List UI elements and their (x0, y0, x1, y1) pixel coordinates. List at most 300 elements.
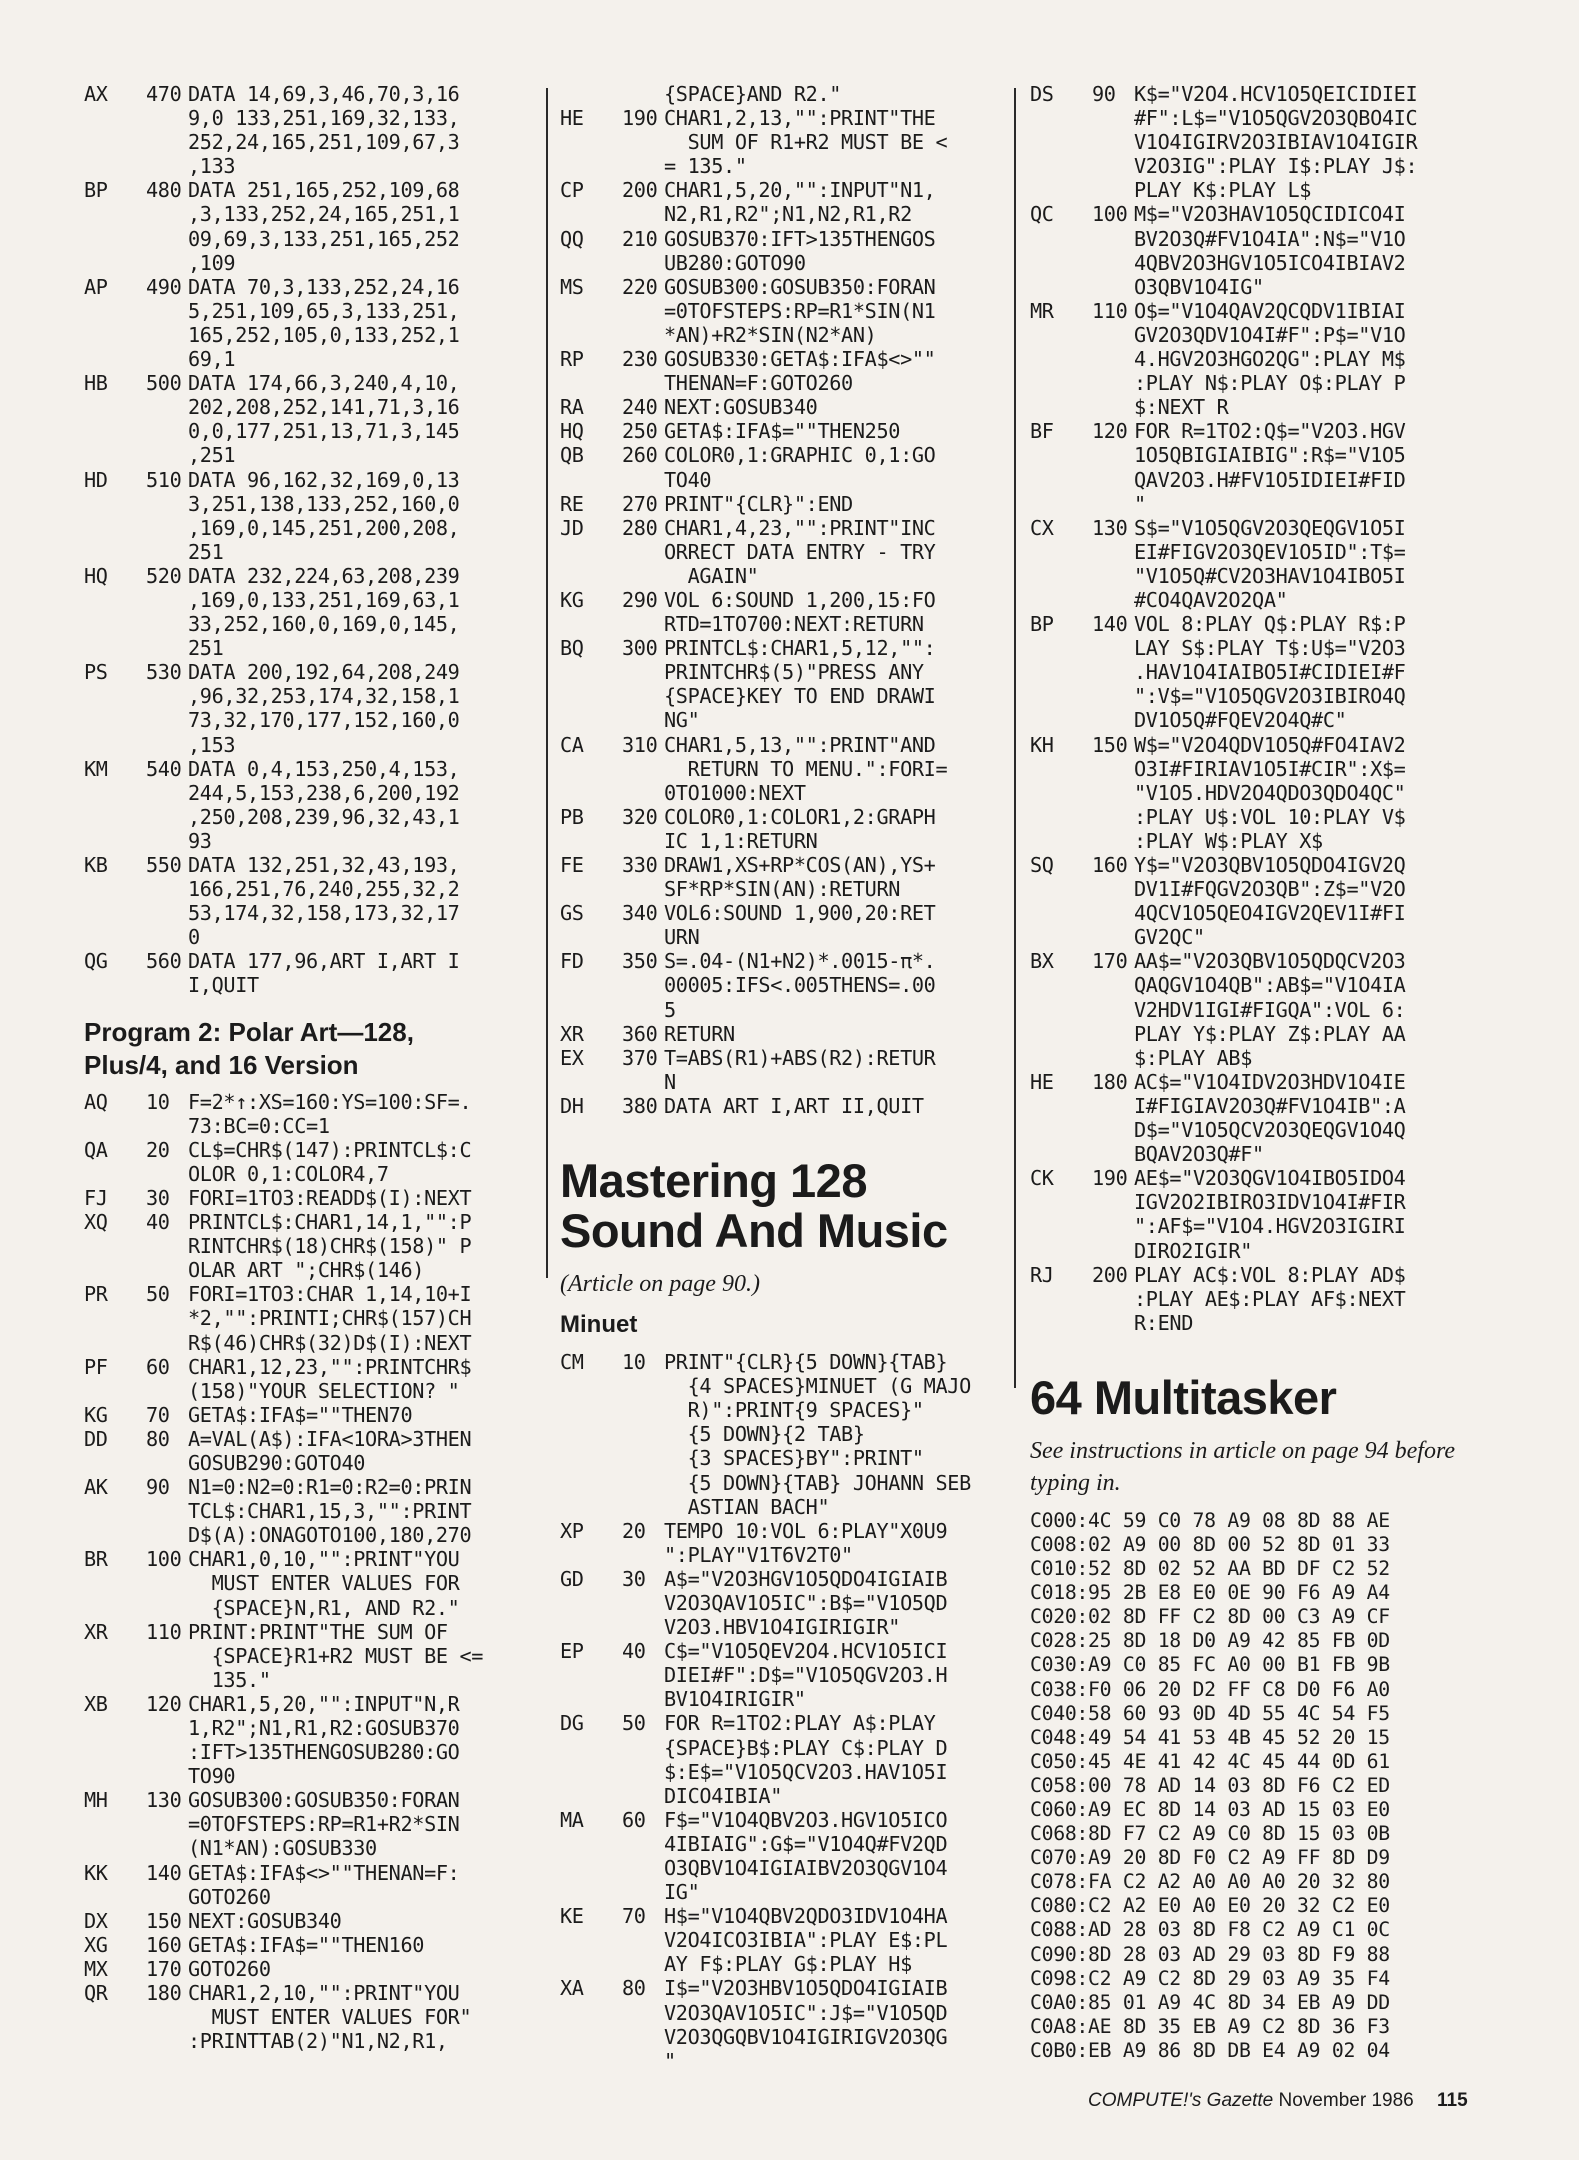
code-line (84, 1788, 536, 1812)
code-line (1030, 925, 1490, 949)
code-line (560, 1350, 1000, 1374)
code-line (84, 1740, 536, 1764)
code-line (84, 82, 536, 106)
code-line (1030, 106, 1490, 130)
code-line (1030, 468, 1490, 492)
code-line (1030, 347, 1490, 371)
code-line (560, 636, 1000, 660)
checksum (1030, 588, 1092, 612)
checksum (84, 1740, 146, 1764)
line-number (146, 1596, 188, 1620)
checksum: GS (560, 901, 584, 926)
statement: PRINT:PRINT"THE SUM OF (188, 1619, 448, 1644)
checksum (1030, 251, 1092, 275)
code-line (560, 1856, 1000, 1880)
statement: PLAY K$:PLAY L$ (1134, 178, 1312, 203)
code-line (1030, 998, 1490, 1022)
code-line (560, 1687, 1000, 1711)
code-line (1030, 853, 1490, 877)
line-number: 320 (622, 804, 658, 829)
statement: CHAR1,2,13,"":PRINT"THE (664, 106, 936, 131)
code-line (84, 395, 536, 419)
line-number (1092, 684, 1134, 708)
statement: GOSUB300:GOSUB350:FORAN (188, 1788, 460, 1813)
code-line (560, 588, 1000, 612)
statement: PRINTCHR$(5)"PRESS ANY (664, 660, 924, 685)
checksum (560, 1591, 622, 1615)
hex-line: C0A8:AE 8D 35 EB A9 C2 8D 36 F3 (1030, 2014, 1390, 2038)
line-number: 520 (146, 563, 182, 588)
line-number: 40 (146, 1210, 170, 1235)
statement: ,3,133,252,24,165,251,1 (188, 202, 460, 227)
hex-line: C000:4C 59 C0 78 A9 08 8D 88 AE (1030, 1508, 1390, 1532)
hex-line: C020:02 8D FF C2 8D 00 C3 A9 CF (1030, 1605, 1390, 1629)
statement: :PRINTTAB(2)"N1,N2,R1, (188, 2029, 448, 2054)
checksum (1030, 130, 1092, 154)
line-number (146, 708, 188, 732)
checksum: HQ (560, 419, 584, 444)
line-number: 270 (622, 491, 658, 516)
line-number: 510 (146, 467, 182, 492)
code-line (560, 275, 1000, 299)
line-number (146, 612, 188, 636)
checksum (560, 781, 622, 805)
statement: 4QBV2O3HGV1O5ICO4IBIAV2 (1134, 250, 1406, 275)
line-number (146, 733, 188, 757)
code-line (1030, 1094, 1490, 1118)
checksum (560, 1663, 622, 1687)
code-line (560, 347, 1000, 371)
line-number (1092, 829, 1134, 853)
statement: GOSUB290:GOTO40 (188, 1450, 366, 1475)
code-line (560, 733, 1000, 757)
line-number (1092, 1214, 1134, 1238)
code-line (560, 1711, 1000, 1735)
checksum (1030, 781, 1092, 805)
statement: VOL 8:PLAY Q$:PLAY R$:P (1134, 612, 1406, 637)
checksum (1030, 154, 1092, 178)
checksum (84, 395, 146, 419)
checksum (560, 1070, 622, 1094)
code-line (84, 1475, 536, 1499)
statement: OLOR 0,1:COLOR4,7 (188, 1161, 389, 1186)
line-number (1092, 1190, 1134, 1214)
code-line (560, 1639, 1000, 1663)
line-number (622, 684, 664, 708)
code-line (560, 1046, 1000, 1070)
statement: DATA 70,3,133,252,24,16 (188, 274, 460, 299)
line-number: 550 (146, 853, 182, 877)
checksum (1030, 1118, 1092, 1142)
code-line (84, 299, 536, 323)
checksum (560, 299, 622, 323)
checksum: HE (1030, 1069, 1054, 1094)
line-number: 330 (622, 853, 658, 877)
code-line (84, 1234, 536, 1258)
line-number (1092, 275, 1134, 299)
code-line (84, 1764, 536, 1788)
checksum (84, 805, 146, 829)
line-number (622, 1856, 664, 1880)
code-line (560, 684, 1000, 708)
code-line (1030, 636, 1490, 660)
statement: D$="V1O5QCV2O3QEQGV1O4Q (1134, 1118, 1406, 1143)
statement: :PLAY W$:PLAY X$ (1134, 828, 1323, 853)
code-line (560, 1736, 1000, 1760)
statement: ,169,0,133,251,169,63,1 (188, 587, 460, 612)
checksum: KH (1030, 732, 1054, 757)
line-number (622, 1422, 664, 1446)
checksum (1030, 106, 1092, 130)
line-number (146, 347, 188, 371)
code-line (1030, 660, 1490, 684)
line-number: 170 (146, 1956, 182, 1981)
code-line (560, 853, 1000, 877)
line-number: 540 (146, 756, 182, 781)
line-number (1092, 660, 1134, 684)
code-line (84, 468, 536, 492)
line-number (1092, 492, 1134, 516)
statement: {SPACE}N,R1, AND R2." (188, 1595, 460, 1620)
checksum (560, 564, 622, 588)
checksum (84, 1306, 146, 1330)
checksum (560, 540, 622, 564)
code-line (84, 1403, 536, 1427)
statement: 93 (188, 828, 212, 853)
code-line (1030, 371, 1490, 395)
statement: DATA 232,224,63,208,239 (188, 563, 460, 588)
checksum (84, 1596, 146, 1620)
statement: CL$=CHR$(147):PRINTCL$:C (188, 1137, 472, 1162)
code-line (560, 829, 1000, 853)
line-number: 280 (622, 515, 658, 540)
line-number (1092, 371, 1134, 395)
hex-listing-multitasker (1030, 1509, 1490, 2063)
line-number: 90 (1092, 82, 1116, 106)
checksum (84, 1668, 146, 1692)
line-number: 50 (622, 1711, 646, 1736)
statement: Y$="V2O3QBV1O5QDO4IGV2Q (1134, 853, 1406, 877)
code-line (1030, 1142, 1490, 1166)
line-number (1092, 708, 1134, 732)
checksum (84, 106, 146, 130)
line-number (1092, 130, 1134, 154)
checksum (560, 2001, 622, 2025)
checksum (1030, 877, 1092, 901)
line-number (1092, 901, 1134, 925)
statement: 252,24,165,251,109,67,3 (188, 130, 460, 155)
code-line (1030, 82, 1490, 106)
code-line (1030, 1214, 1490, 1238)
code-line (560, 419, 1000, 443)
hex-line: C088:AD 28 03 8D F8 C2 A9 C1 0C (1030, 1918, 1390, 1942)
line-number (146, 1234, 188, 1258)
statement: GOSUB370:IFT>135THENGOS (664, 226, 936, 251)
code-line (84, 781, 536, 805)
code-line (84, 419, 536, 443)
line-number: 230 (622, 347, 658, 372)
line-number (622, 299, 664, 323)
statement: V2HDV1IGI#FIGQA":VOL 6: (1134, 997, 1406, 1022)
checksum: HQ (84, 563, 108, 588)
checksum (560, 1736, 622, 1760)
code-line (560, 1952, 1000, 1976)
code-line (84, 1692, 536, 1716)
code-line (84, 1114, 536, 1138)
code-line (84, 1861, 536, 1885)
line-number (622, 973, 664, 997)
statement: VOL6:SOUND 1,900,20:RET (664, 901, 936, 926)
column-2 (560, 82, 1000, 2073)
code-line (1030, 227, 1490, 251)
code-line (84, 733, 536, 757)
statement: 5 (664, 997, 676, 1022)
code-line (84, 1523, 536, 1547)
statement: 244,5,153,238,6,200,192 (188, 780, 460, 805)
statement: 0 (188, 925, 200, 950)
line-number (146, 588, 188, 612)
code-line (560, 299, 1000, 323)
statement: ":V$="V1O5QGV2O3IBIRO4Q (1134, 684, 1406, 709)
code-line (560, 130, 1000, 154)
statement: URN (664, 925, 700, 950)
checksum: PS (84, 660, 108, 685)
statement: 4QCV1O5QEO4IGV2QEV1I#FI (1134, 901, 1406, 926)
checksum: HB (84, 371, 108, 396)
footer-magazine: COMPUTE!'s Gazette (1088, 2090, 1274, 2111)
line-number (622, 1663, 664, 1687)
statement: ,251 (188, 443, 236, 468)
statement: DATA 251,165,252,109,68 (188, 178, 460, 203)
checksum: MA (560, 1807, 584, 1832)
hex-line: C010:52 8D 02 52 AA BD DF C2 52 (1030, 1557, 1390, 1581)
code-line (560, 1471, 1000, 1495)
line-number (146, 1836, 188, 1860)
line-number (622, 1070, 664, 1094)
line-number (146, 2029, 188, 2053)
checksum (560, 612, 622, 636)
code-line (84, 829, 536, 853)
hex-line: C080:C2 A2 E0 A0 E0 20 32 C2 E0 (1030, 1894, 1390, 1918)
statement: V2O3QGQBV1O4IGIRIGV2O3QG (664, 2024, 948, 2049)
page-footer (1088, 2090, 1468, 2112)
code-line (84, 1812, 536, 1836)
code-line (560, 395, 1000, 419)
code-line (560, 660, 1000, 684)
code-line (560, 1880, 1000, 1904)
checksum: XP (560, 1518, 584, 1543)
checksum (84, 154, 146, 178)
code-line (560, 805, 1000, 829)
checksum: MR (1030, 298, 1054, 323)
line-number (622, 1687, 664, 1711)
code-line (84, 443, 536, 467)
line-number (622, 708, 664, 732)
checksum (560, 323, 622, 347)
hex-line: C038:F0 06 20 D2 FF C8 D0 F6 A0 (1030, 1677, 1390, 1701)
program-2-heading (84, 1016, 536, 1082)
statement: THENAN=F:GOTO260 (664, 371, 853, 396)
code-line (84, 805, 536, 829)
line-number: 50 (146, 1282, 170, 1307)
code-line (560, 1591, 1000, 1615)
checksum (560, 925, 622, 949)
line-number (146, 202, 188, 226)
checksum (560, 1687, 622, 1711)
checksum: DH (560, 1093, 584, 1118)
statement: " (664, 2048, 676, 2073)
code-line (560, 178, 1000, 202)
code-line (1030, 443, 1490, 467)
checksum (1030, 468, 1092, 492)
line-number: 260 (622, 443, 658, 468)
line-number (146, 925, 188, 949)
statement: K$="V2O4.HCV1O5QEICIDIEI (1134, 82, 1418, 106)
checksum: XR (560, 1021, 584, 1046)
checksum (84, 2029, 146, 2053)
hex-line: C070:A9 20 8D F0 C2 A9 FF 8D D9 (1030, 1846, 1390, 1870)
code-line (1030, 299, 1490, 323)
code-line (560, 612, 1000, 636)
checksum (560, 1543, 622, 1567)
checksum (1030, 708, 1092, 732)
statement: I,QUIT (188, 973, 259, 998)
line-number: 380 (622, 1093, 658, 1118)
section-heading-minuet: Minuet (560, 1311, 638, 1339)
code-line (560, 1519, 1000, 1543)
code-line (84, 178, 536, 202)
statement: 251 (188, 539, 224, 564)
statement: AA$="V2O3QBV1O5QDQCV2O3 (1134, 949, 1406, 974)
checksum (84, 1644, 146, 1668)
code-line (560, 1760, 1000, 1784)
line-number (622, 1928, 664, 1952)
statement: R$(46)CHR$(32)D$(I):NEXT (188, 1330, 472, 1355)
checksum: KG (560, 587, 584, 612)
statement: DIRO2IGIR" (1134, 1238, 1253, 1263)
statement: 09,69,3,133,251,165,252 (188, 226, 460, 251)
checksum (1030, 1142, 1092, 1166)
checksum: QR (84, 1981, 108, 2006)
listing-minuet (560, 1350, 1000, 2073)
checksum (1030, 660, 1092, 684)
code-line (1030, 492, 1490, 516)
line-number: 190 (1092, 1166, 1128, 1191)
statement: PRINTCL$:CHAR1,14,1,"":P (188, 1210, 472, 1235)
line-number (1092, 973, 1134, 997)
statement: N2,R1,R2";N1,N2,R1,R2 (664, 202, 912, 227)
line-number (1092, 1142, 1134, 1166)
statement: H$="V1O4QBV2QDO3IDV1O4HA (664, 1904, 948, 1929)
statement: *2,"":PRINTI;CHR$(157)CH (188, 1306, 472, 1331)
statement: 5,251,109,65,3,133,251, (188, 298, 460, 323)
checksum: MS (560, 274, 584, 299)
checksum (84, 1162, 146, 1186)
checksum: AP (84, 274, 108, 299)
line-number (146, 1523, 188, 1547)
checksum: MH (84, 1788, 108, 1813)
hex-line: C008:02 A9 00 8D 00 52 8D 01 33 (1030, 1532, 1390, 1556)
statement: ASTIAN BACH" (664, 1494, 830, 1519)
code-line (1030, 901, 1490, 925)
statement: O3QBV1O4IGIAIBV2O3QGV1O4 (664, 1856, 948, 1880)
code-line (560, 781, 1000, 805)
code-line (84, 973, 536, 997)
line-number (146, 1644, 188, 1668)
code-line (1030, 178, 1490, 202)
line-number: 350 (622, 949, 658, 974)
checksum (560, 1615, 622, 1639)
statement: F$="V1O4QBV2O3.HGV1O5ICO (664, 1807, 948, 1832)
statement: RTD=1TO700:NEXT:RETURN (664, 612, 924, 637)
checksum: XG (84, 1932, 108, 1957)
statement: $:E$="V1O5QCV2O3.HAV1O5I (664, 1759, 948, 1784)
line-number: 30 (146, 1185, 170, 1210)
code-line (1030, 612, 1490, 636)
checksum (560, 1952, 622, 1976)
checksum (84, 492, 146, 516)
line-number (146, 877, 188, 901)
line-number (146, 1812, 188, 1836)
hex-line: C048:49 54 41 53 4B 45 52 20 15 (1030, 1725, 1390, 1749)
line-number (146, 1885, 188, 1909)
code-line (84, 1331, 536, 1355)
line-number: 170 (1092, 949, 1128, 974)
statement: ,133 (188, 154, 236, 179)
statement: VOL 6:SOUND 1,200,15:FO (664, 587, 936, 612)
code-line (1030, 1311, 1490, 1335)
line-number (146, 1306, 188, 1330)
checksum (84, 516, 146, 540)
line-number (146, 829, 188, 853)
statement: GOSUB300:GOSUB350:FORAN (664, 274, 936, 299)
statement: R:END (1134, 1310, 1194, 1335)
statement: ,109 (188, 250, 236, 275)
line-number (622, 925, 664, 949)
checksum: EP (560, 1639, 584, 1664)
statement: DRAW1,XS+RP*COS(AN),YS+ (664, 853, 936, 877)
statement: 251 (188, 636, 224, 661)
checksum (84, 1379, 146, 1403)
checksum (560, 1374, 622, 1398)
code-line (84, 1885, 536, 1909)
line-number: 560 (146, 949, 182, 974)
hex-line: C058:00 78 AD 14 03 8D F6 C2 ED (1030, 1773, 1390, 1797)
line-number: 140 (1092, 612, 1128, 637)
code-line (84, 660, 536, 684)
checksum: QC (1030, 202, 1054, 227)
statement: V2O4ICO3IBIA":PLAY E$:PL (664, 1928, 948, 1953)
checksum (84, 588, 146, 612)
code-line (84, 1644, 536, 1668)
code-line (1030, 805, 1490, 829)
line-number: 180 (1092, 1069, 1128, 1094)
hex-line: C018:95 2B E8 E0 0E 90 F6 A9 A4 (1030, 1581, 1390, 1605)
checksum (560, 130, 622, 154)
checksum: RP (560, 347, 584, 372)
code-line (84, 1258, 536, 1282)
article-title-mastering-128 (560, 1156, 1000, 1256)
line-number (622, 371, 664, 395)
code-line (1030, 1287, 1490, 1311)
line-number: 130 (146, 1788, 182, 1813)
checksum (84, 202, 146, 226)
checksum: RE (560, 491, 584, 516)
checksum: QB (560, 443, 584, 468)
code-line (560, 468, 1000, 492)
code-line (84, 1668, 536, 1692)
statement: =0TOFSTEPS:RP=R1*SIN(N1 (664, 298, 936, 323)
